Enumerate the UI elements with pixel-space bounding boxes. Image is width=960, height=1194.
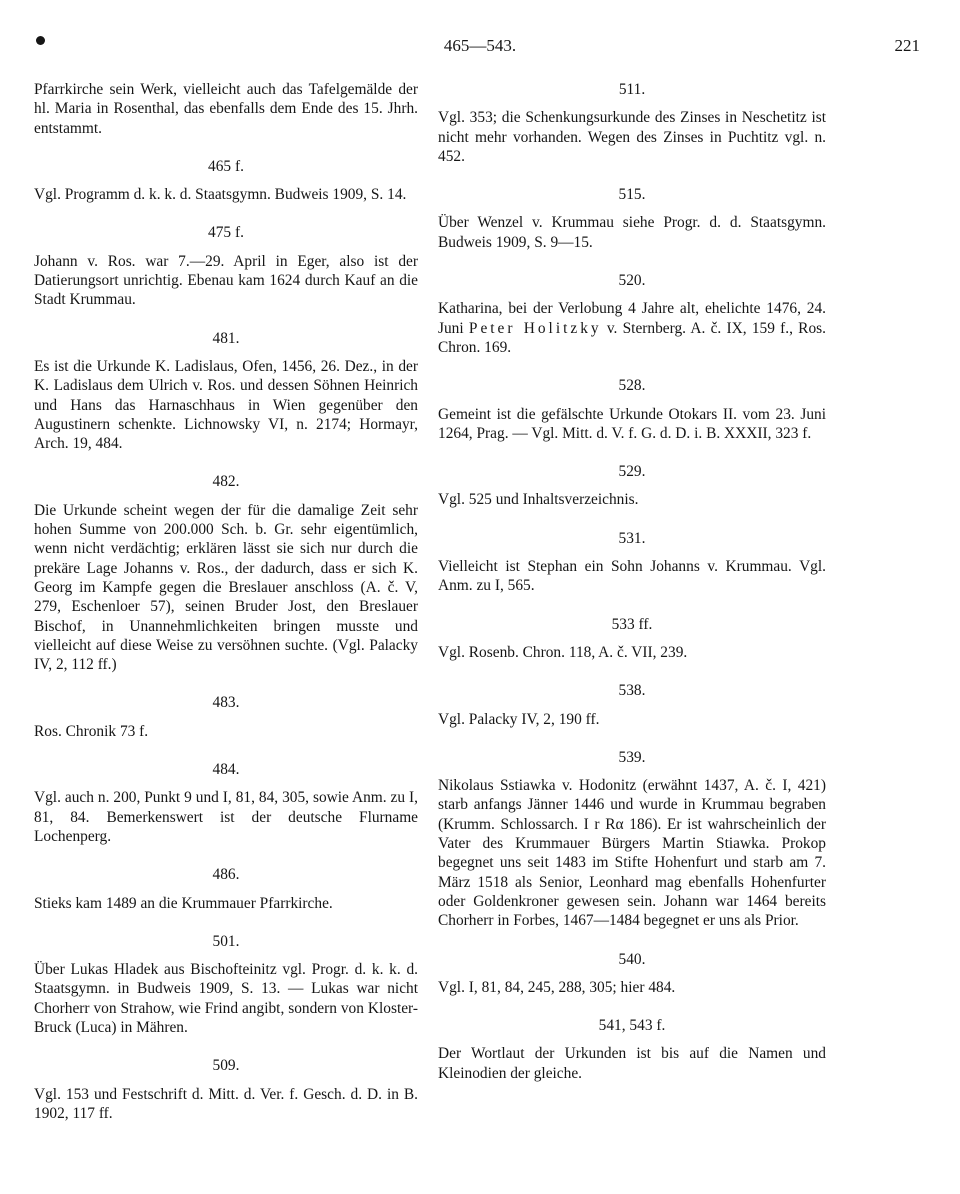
note-paragraph: Vgl. Palacky IV, 2, 190 ff.	[438, 710, 600, 728]
note-paragraph: Der Wortlaut der Urkunden ist bis auf die Namen und Kleinodien der gleiche.	[438, 1045, 826, 1082]
note-number-heading: 529.	[618, 463, 646, 481]
note-number-heading: 481.	[212, 329, 240, 347]
note-paragraph: Nikolaus Sstiawka v. Hodonitz (erwähnt 1437, A. č. I, 421) starb anfangs Jänner 1446 und wurde in Krummau begraben (Krumm. Schlossarch. I r Rα 186). Er ist wahrscheinlich der Vater des Krummauer Bürgers Martin Stiawka. Prokop begegnet uns seit 1483 im Stifte Hohenfurt und starb am 7. März 1518 als Senior, Leonhard mag ebenfalls Hohenfurter oder Goldenkroner gewesen sein. Johann war 1464 bereits Chorherr in Forbes, 1467—1484 begegnet er uns als Prior.	[438, 777, 826, 930]
note-number-heading: 528.	[618, 377, 646, 395]
note-number-heading: 540.	[618, 950, 646, 968]
note-paragraph: Ros. Chronik 73 f.	[34, 722, 149, 740]
note-paragraph: Über Wenzel v. Krummau siehe Progr. d. d. Staatsgymn. Budweis 1909, S. 9—15.	[438, 214, 826, 251]
note-paragraph: Vgl. 353; die Schenkungsurkunde des Zinses in Neschetitz ist nicht mehr vorhanden. Wegen des Zinses in Puchtitz vgl. n. 452.	[438, 109, 826, 165]
note-paragraph: Vgl. 525 und Inhaltsverzeichnis.	[438, 491, 639, 509]
note-paragraph: Die Urkunde scheint wegen der für die damalige Zeit sehr hohen Summe von 200.000 Sch. b. Gr. sehr eigentümlich, wenn nicht verdächtig; erklären lässt sie sich nur durch die prekäre Lage Johanns v. Ros., der dadurch, dass er sich K. Georg im Kampfe gegen die Breslauer anschloss (A. č. V, 279, Eschenloer 57), seinen Bruder Jost, den Breslauer Bischof, in Unannehmlichkeiten bringen musste und vielleicht auf diese Weise zu versöhnen suchte. (Vgl. Palacky IV, 2, 112 ff.)	[34, 501, 418, 674]
right-column	[438, 80, 826, 1083]
note-paragraph: Gemeint ist die gefälschte Urkunde Otokars II. vom 23. Juni 1264, Prag. — Vgl. Mitt. d. V. f. G. d. D. i. B. XXXII, 323 f.	[438, 405, 826, 442]
page-number: 221	[894, 36, 920, 55]
note-paragraph: Vgl. Rosenb. Chron. 118, A. č. VII, 239.	[438, 643, 688, 661]
note-number-heading: 539.	[618, 748, 646, 766]
note-number-heading: 484.	[212, 761, 240, 779]
note-paragraph: Vgl. auch n. 200, Punkt 9 und I, 81, 84, 305, sowie Anm. zu I, 81, 84. Bemerkenswert ist der deutsche Flurname Lochenperg.	[34, 789, 418, 845]
note-number-heading: 533 ff.	[611, 615, 653, 633]
spaced-person-name: Peter Holitzky	[468, 319, 602, 337]
note-paragraph: Vielleicht ist Stephan ein Sohn Johanns v. Krummau. Vgl. Anm. zu I, 565.	[438, 558, 826, 595]
note-text-before: Katharina, bei der Verlobung 4 Jahre alt, ehelichte 1476, 24. Juni	[438, 300, 826, 337]
note-number-heading: 531.	[618, 529, 646, 547]
note-paragraph: Stieks kam 1489 an die Krummauer Pfarrkirche.	[34, 894, 333, 912]
note-number-heading: 486.	[212, 866, 240, 884]
left-column	[34, 80, 418, 1123]
note-number-heading: 538.	[618, 682, 646, 700]
note-paragraph: Johann v. Ros. war 7.—29. April in Eger, also ist der Datierungsort unrichtig. Ebenau kam 1624 durch Kauf an die Stadt Krummau.	[34, 252, 418, 309]
note-number-heading: 465 f.	[208, 157, 244, 175]
note-paragraph: Vgl. 153 und Festschrift d. Mitt. d. Ver. f. Gesch. d. D. in B. 1902, 117 ff.	[34, 1085, 418, 1122]
note-number-heading: 515.	[618, 186, 646, 204]
note-number-heading: 541, 543 f.	[598, 1017, 666, 1035]
note-paragraph: Vgl. Programm d. k. k. d. Staatsgymn. Budweis 1909, S. 14.	[34, 186, 407, 204]
note-paragraph: Es ist die Urkunde K. Ladislaus, Ofen, 1456, 26. Dez., in der K. Ladislaus dem Ulrich v. Ros. und dessen Söhnen Heinrich und Hans das Harnaschhaus in Wien gegenüber den Augustinern schenkte. Lichnowsky VI, n. 2174; Hormayr, Arch. 19, 484.	[34, 357, 418, 453]
note-number-heading: 520.	[618, 272, 646, 290]
note-number-heading: 509.	[212, 1057, 240, 1075]
note-paragraph: Pfarrkirche sein Werk, vielleicht auch das Tafelgemälde der hl. Maria in Rosenthal, das ebenfalls dem Ende des 15. Jhrh. entstammt.	[34, 81, 418, 137]
note-number-heading: 511.	[618, 81, 646, 98]
note-paragraph: Vgl. I, 81, 84, 245, 288, 305; hier 484.	[438, 978, 676, 996]
note-number-heading: 501.	[212, 932, 240, 950]
running-header-range: 465—543.	[443, 36, 517, 55]
note-number-heading: 483.	[212, 694, 240, 712]
note-paragraph: Über Lukas Hladek aus Bischofteinitz vgl. Progr. d. k. k. d. Staatsgymn. in Budweis 1909, S. 13. — Lukas war nicht Chorherr von Strahow, wie Frind angibt, sondern von Kloster-Bruck (Luca) in Mähren.	[34, 961, 418, 1036]
note-number-heading: 475 f.	[208, 224, 244, 242]
note-text-after: v. Sternberg. A. č. IX, 159 f., Ros. Chron. 169.	[438, 319, 826, 356]
note-number-heading: 482.	[212, 473, 240, 491]
note-paragraph	[438, 299, 826, 357]
